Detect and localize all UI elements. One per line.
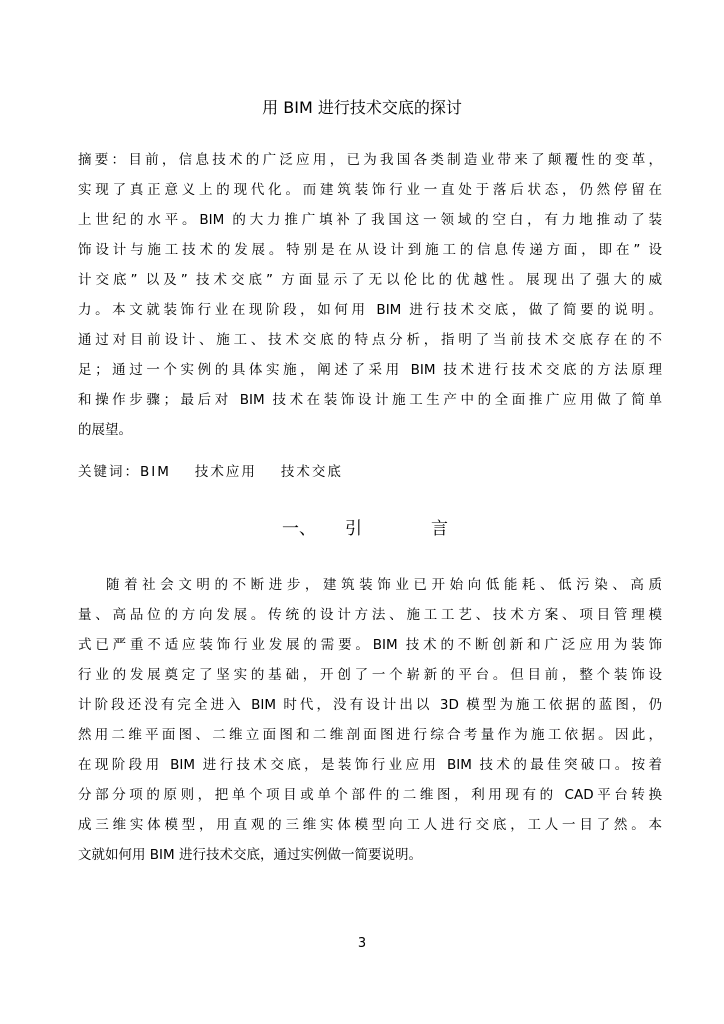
keyword-item: BIM	[140, 464, 171, 480]
section-title-char: 言	[431, 519, 448, 539]
abstract-line: 计交底” 以及” 技术交底” 方面显示了无以伦比的优越性。展现出了强大的威	[78, 272, 662, 288]
keywords-label: 关键词：	[78, 464, 140, 480]
abstract-line: 实现了真正意义上的现代化。而建筑装饰行业一直处于落后状态，仍然停留在	[78, 182, 662, 198]
intro-line: 量、高品位的方向发展。传统的设计方法、施工工艺、技术方案、项目管理模	[78, 607, 662, 623]
abstract-line: 饰设计与施工技术的发展。特别是在从设计到施工的信息传递方面，即在” 设	[78, 242, 662, 258]
abstract-line: 的展望。	[78, 422, 132, 438]
abstract-line: 摘要：目前，信息技术的广泛应用，已为我国各类制造业带来了颠覆性的变革，	[78, 152, 662, 168]
abstract-line: 足；通过一个实例的具体实施，阐述了采用 BIM 技术进行技术交底的方法原理	[78, 362, 662, 378]
section-heading	[0, 514, 724, 544]
section-title-char: 引	[345, 519, 362, 539]
intro-paragraph	[78, 570, 662, 870]
intro-line: 文就如何用 BIM 进行技术交底，通过实例做一简要说明。	[78, 847, 422, 863]
keyword-item: 技术应用	[194, 464, 257, 480]
section-number: 一、	[282, 519, 316, 539]
intro-line: 计阶段还没有完全进入 BIM 时代，没有设计出以 3D 模型为施工依据的蓝图，仍	[78, 697, 662, 713]
intro-line: 随着社会文明的不断进步，建筑装饰业已开始向低能耗、低污染、高质	[106, 577, 662, 593]
abstract-paragraph	[78, 145, 662, 445]
keyword-item: 技术交底	[280, 464, 343, 480]
intro-line: 成三维实体模型，用直观的三维实体模型向工人进行交底，工人一目了然。本	[78, 817, 662, 833]
intro-line: 分部分项的原则，把单个项目或单个部件的二维图，利用现有的 CAD平台转换	[78, 787, 662, 803]
intro-line: 在现阶段用 BIM 进行技术交底，是装饰行业应用 BIM 技术的最佳突破口。按着	[78, 757, 662, 773]
abstract-line: 通过对目前设计、施工、技术交底的特点分析，指明了当前技术交底存在的不	[78, 332, 662, 348]
abstract-line: 力。本文就装饰行业在现阶段，如何用 BIM 进行技术交底，做了简要的说明。	[78, 302, 662, 318]
abstract-line: 和操作步骤；最后对 BIM 技术在装饰设计施工生产中的全面推广应用做了简单	[78, 392, 662, 408]
page-number: 3	[357, 936, 367, 951]
intro-line: 行业的发展奠定了坚实的基础，开创了一个崭新的平台。但目前，整个装饰设	[78, 667, 662, 683]
intro-line: 式已严重不适应装饰行业发展的需要。BIM 技术的不断创新和广泛应用为装饰	[78, 637, 662, 653]
keywords-line	[78, 460, 343, 484]
paper-title: 用 BIM 进行技术交底的探讨	[262, 98, 462, 117]
intro-line: 然用二维平面图、二维立面图和二维剖面图进行综合考量作为施工依据。因此，	[78, 727, 662, 743]
abstract-line: 上世纪的水平。BIM 的大力推广填补了我国这一领域的空白，有力地推动了装	[78, 212, 662, 228]
